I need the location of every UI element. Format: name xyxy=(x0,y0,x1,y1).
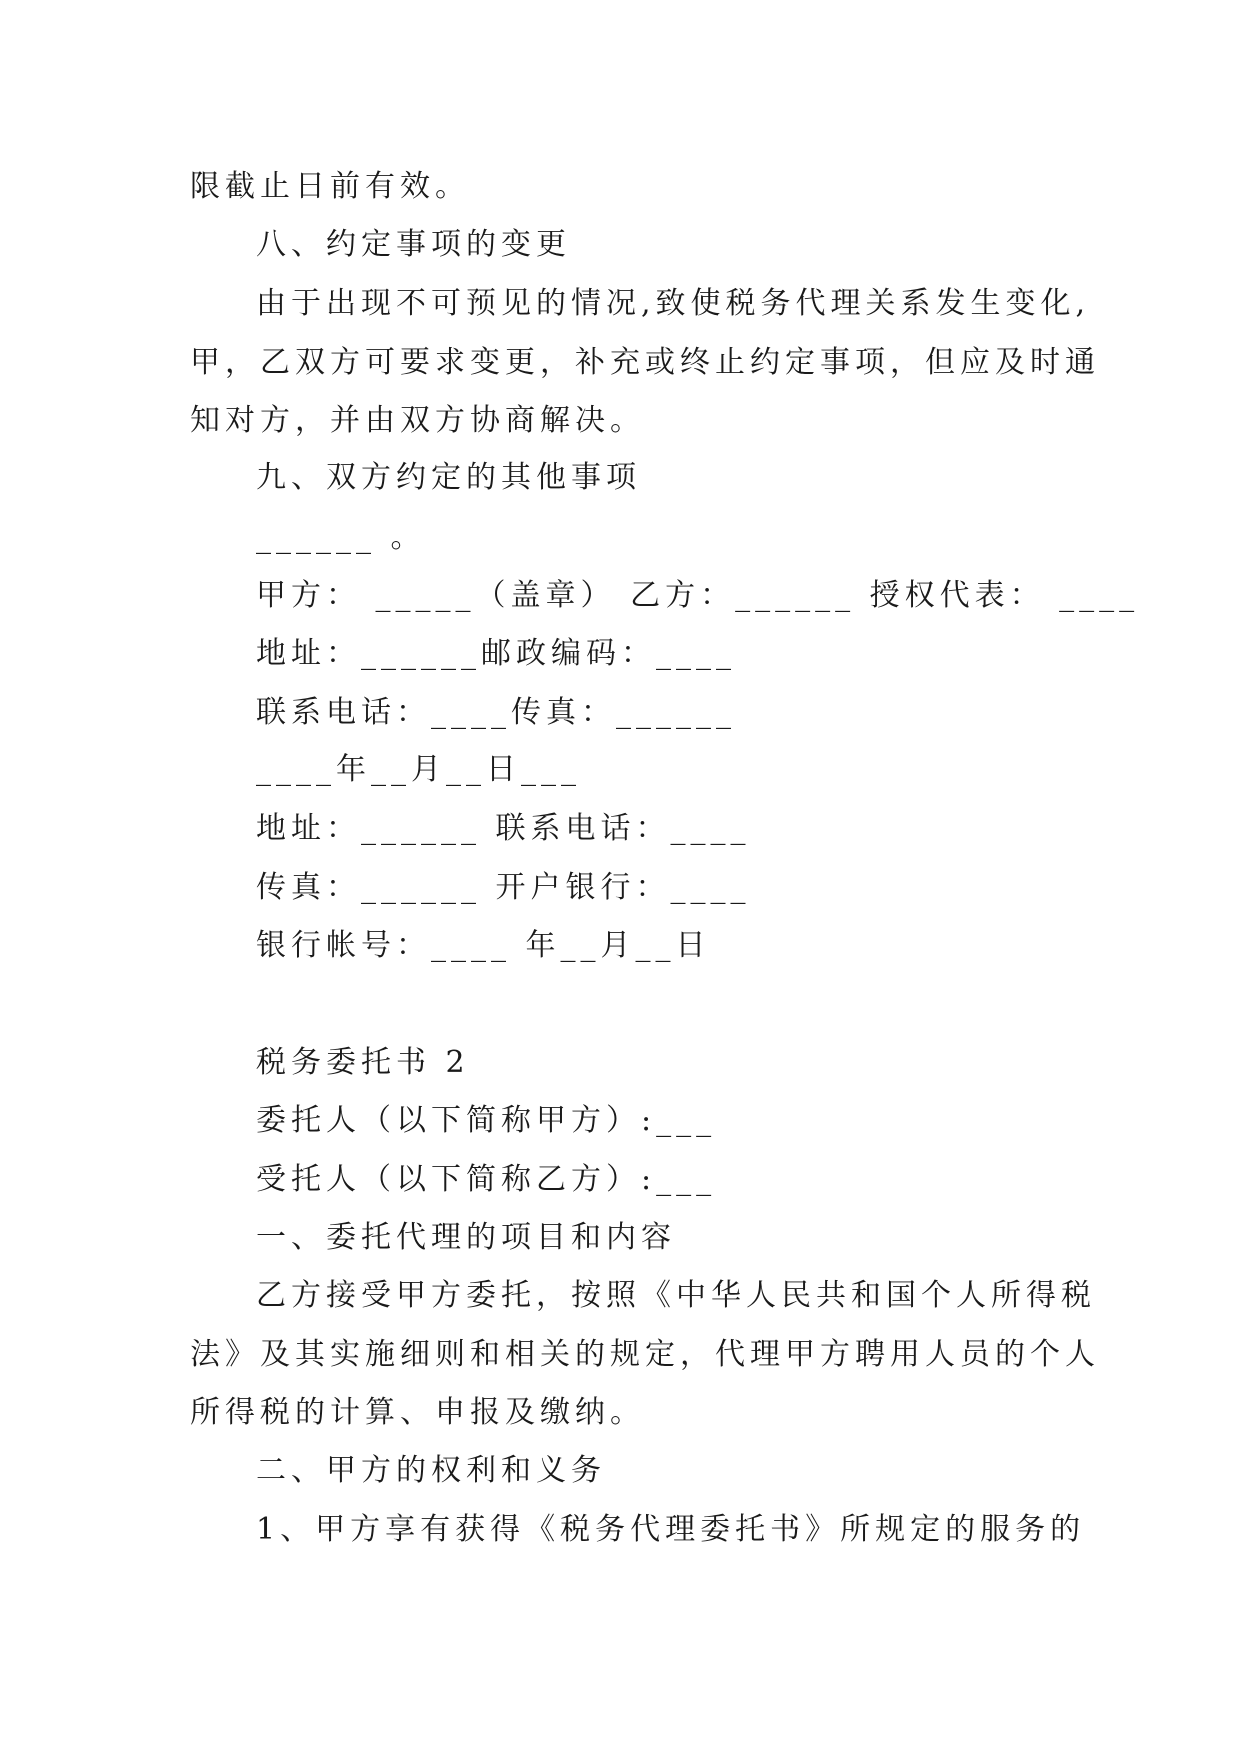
signature-line: 地址：______邮政编码：____ xyxy=(256,636,736,671)
paragraph-line: 所得税的计算、申报及缴纳。 xyxy=(190,1395,645,1430)
section-heading: 一、委托代理的项目和内容 xyxy=(256,1220,676,1255)
paragraph-line: ______ 。 xyxy=(256,520,426,555)
party-line: 委托人（以下简称甲方）:___ xyxy=(256,1103,717,1138)
signature-line: 传真：______ 开户银行：____ xyxy=(256,870,751,905)
paragraph-line: 知对方，并由双方协商解决。 xyxy=(190,403,645,438)
document-title: 税务委托书 2 xyxy=(256,1045,470,1080)
signature-line: 甲方： _____（盖章） 乙方：______ 授权代表： ____ xyxy=(256,578,1140,613)
section-heading: 八、约定事项的变更 xyxy=(256,227,571,262)
section-heading: 二、甲方的权利和义务 xyxy=(256,1453,606,1488)
signature-line: 地址：______ 联系电话：____ xyxy=(256,811,751,846)
paragraph-line: 由于出现不可预见的情况,致使税务代理关系发生变化, xyxy=(256,286,1091,321)
signature-line: 银行帐号：____ 年__月__日 xyxy=(256,928,711,963)
date-line: ____年__月__日___ xyxy=(256,752,581,787)
paragraph-line: 法》及其实施细则和相关的规定，代理甲方聘用人员的个人 xyxy=(190,1337,1100,1372)
paragraph-line: 甲，乙双方可要求变更，补充或终止约定事项，但应及时通 xyxy=(190,345,1100,380)
party-line: 受托人（以下简称乙方）:___ xyxy=(256,1162,717,1197)
section-heading: 九、双方约定的其他事项 xyxy=(256,460,641,495)
paragraph-line: 乙方接受甲方委托，按照《中华人民共和国个人所得税 xyxy=(256,1278,1096,1313)
paragraph-line: 限截止日前有效。 xyxy=(190,169,470,204)
signature-line: 联系电话：____传真：______ xyxy=(256,695,736,730)
paragraph-line: 1、甲方享有获得《税务代理委托书》所规定的服务的 xyxy=(256,1512,1086,1547)
